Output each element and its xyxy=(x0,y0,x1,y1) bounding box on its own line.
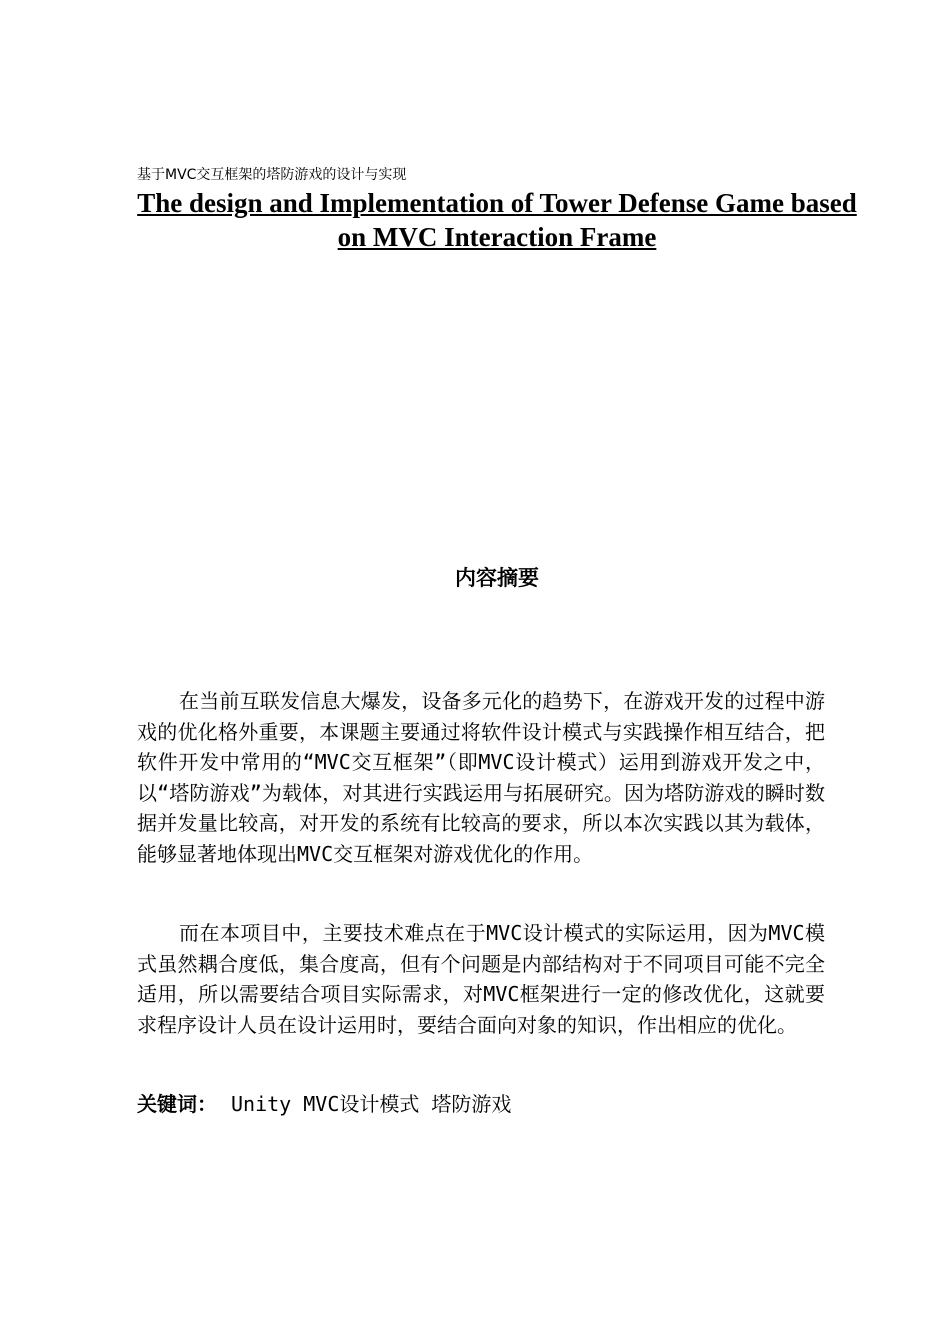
keywords-value: Unity MVC设计模式 塔防游戏 xyxy=(231,1092,512,1116)
running-title: 基于MVC交互框架的塔防游戏的设计与实现 xyxy=(137,167,407,183)
english-title: The design and Implementation of Tower Defense Game based on MVC Interaction Frame xyxy=(137,188,857,252)
keywords-label: 关键词： xyxy=(137,1092,217,1116)
abstract-paragraph-1: 在当前互联发信息大爆发，设备多元化的趋势下，在游戏开发的过程中游戏的优化格外重要，本课题主要通过将软件设计模式与实践操作相互结合，把软件开发中常用的“MVC交互框架”（即MVC设计模式）运用到游戏开发之中，以“塔防游戏”为载体，对其进行实践运用与拓展研究。因为塔防游戏的瞬时数据并发量比较高，对开发的系统有比较高的要求，所以本次实践以其为载体，能够显著地体现出MVC交互框架对游戏优化的作用。 xyxy=(137,689,825,866)
abstract-paragraph-2: 而在本项目中，主要技术难点在于MVC设计模式的实际运用，因为MVC模式虽然耦合度低，集合度高，但有个问题是内部结构对于不同项目可能不完全适用，所以需要结合项目实际需求，对MVC框架进行一定的修改优化，这就要求程序设计人员在设计运用时，要结合面向对象的知识，作出相应的优化。 xyxy=(137,921,825,1037)
abstract-heading: 内容摘要 xyxy=(455,566,539,590)
keywords-line xyxy=(137,1089,511,1120)
